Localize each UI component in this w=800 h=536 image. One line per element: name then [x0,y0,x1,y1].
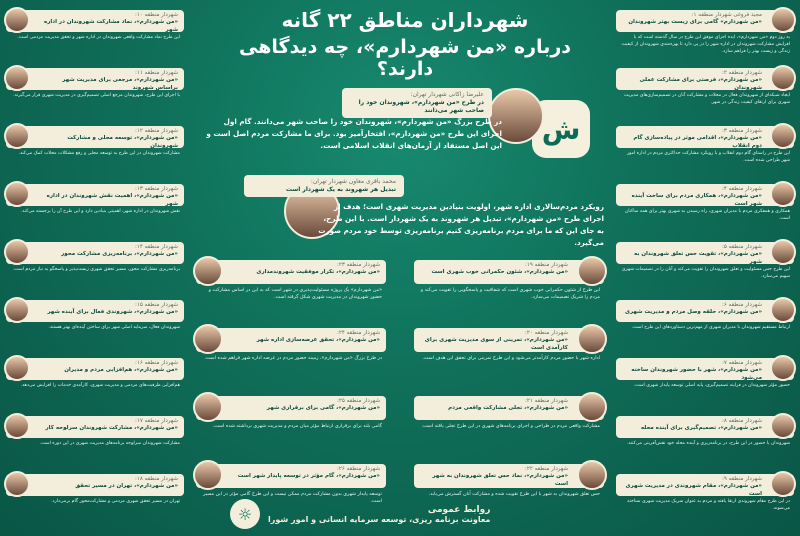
card-banner [6,474,184,496]
headline: «من شهردارم»، تجلی مشارکت واقعی مردم [448,405,568,412]
speaker: شهردار منطقه ۲۱: [525,398,568,404]
opinion-card [616,68,794,119]
headline: «من شهردارم»، حلقه وصل مردم و مدیریت شهری [624,309,762,316]
page-subtitle: درباره «من شهردارم»، چه دیدگاهی دارند؟ [238,36,572,80]
headline: «من شهردارم»، هم‌افزایی مردم و مدیران [64,367,178,374]
card-banner [616,184,794,206]
card-banner [6,358,184,380]
headline: «من شهردارم»، مرجعی برای مدیریت شهر براساس شهروند [62,77,178,90]
quote: در طرح بزرگ «من شهردارم»، شهروندان خود را صاحب شهر می‌دانند. گام اول اجرای این طرح «من شهردارم»، افتخارآمیز بود. برای ما مشارکت مردم اصل است و این اصل مستفاد از آرمان‌های انقلاب اسلامی است. [206,117,502,150]
avatar [577,256,607,286]
card-text: این طرح در راستای گام دوم انقلاب و با رویکرد مشارکت حداکثری مردم در اداره امور شهر طراحی شده است. [626,151,790,163]
footer [230,496,570,532]
opinion-card [616,300,794,351]
speaker: شهردار منطقه ۶: [722,302,762,308]
avatar [577,392,607,422]
card-banner [616,68,794,90]
opinion-card [6,300,184,351]
card-banner [616,10,794,32]
opinion-card [6,126,184,177]
speaker: مجید فروغی شهردار منطقه ۱: [691,12,762,18]
card-text: هم‌افزایی ظرفیت‌های مردمی و مدیریت شهری، کارآمدی خدمات را افزایش می‌دهد. [20,383,180,388]
card-banner [196,260,386,284]
opinion-card [6,474,184,525]
speaker: شهردار منطقه ۸: [722,418,762,424]
headline: «من شهردارم»، شئون حکمرانی خوب شهری است [431,269,568,276]
speaker: شهردار منطقه ۱۲: [135,128,178,134]
avatar [770,355,796,381]
card-banner [616,416,794,438]
card-text: مشارکت شهروندان در این طرح به توسعه محلی و رفع مشکلات محلات کمک می‌کند. [18,151,180,156]
avatar [577,460,607,490]
headline: در طرح «من شهردارم»، شهروندان خود را صاحب شهر می‌دانند [358,99,484,115]
avatar [770,413,796,439]
avatar [193,256,223,286]
card-text: در طرح بزرگ «من شهردارم»، زمینه حضور مردم در عرصه اداره شهر فراهم شده است. [204,356,382,361]
opinion-card [414,328,604,390]
avatar [577,324,607,354]
headline: «من شهردارم»، تحقق عرصه‌سازی اداره شهر [256,337,380,344]
card-banner [6,68,184,90]
opinion-card [414,260,604,322]
avatar [4,239,30,265]
avatar [193,460,223,490]
card-text: ارتباط مستقیم شهروندان با مدیران شهری از مهم‌ترین دستاوردهای این طرح است. [631,325,790,330]
headline: «من شهردارم»، فرصتی برای مشارکت عملی شهروندان [639,77,762,90]
avatar [4,355,30,381]
card-text: حضور مؤثر شهروندان در فرایند تصمیم‌گیری، پایه اصلی توسعه پایدار شهری است. [633,383,790,388]
headline: «من شهردارم»، برنامه‌ریزی مشارکت محور [61,251,178,258]
card-banner [6,416,184,438]
headline: «من شهردارم»، توسعه محلی و مشارکت شهروندان [67,135,178,148]
speaker: شهردار منطقه ۳: [722,128,762,134]
speaker: شهردار منطقه ۱۹: [525,262,568,268]
avatar [770,297,796,323]
footer-line1: روابط عمومی [427,504,491,515]
avatar [770,65,796,91]
quote: رویکرد مردم‌سالاری اداره شهر، اولویت بنیادین مدیریت شهری است؛ هدف از اجرای طرح «من شهردارم»، تبدیل هر شهروند به یک شهردار است. با این طرح، به جای این که ما برای مردم برنامه‌ریزی کنیم برنامه‌ریزی توسط خود مردم صورت می‌گیرد. [318,202,604,247]
headline: «من شهردارم»، تصمیم‌گیری برای آینده محله [640,425,762,432]
middle-left-column [196,260,386,532]
avatar [770,7,796,33]
opinion-card [616,184,794,235]
headline: «من شهردارم» گامی برای زیست بهتر شهروندان [628,19,762,26]
footer-text [268,505,490,524]
card-banner [6,242,184,264]
card-banner [616,300,794,322]
speaker: شهردار منطقه ۹: [722,476,762,482]
left-column [6,10,184,532]
page-title: شهرداران مناطق ۲۲ گانه [281,8,529,32]
footer-line2: معاونت برنامه ریزی، توسعه سرمایه انسانی و امور شورا [268,514,491,524]
card-text: اداره شهر با حضور مردم کارآمدتر می‌شود و این طرح تمرینی برای تحقق این هدف است. [422,356,600,361]
speaker: شهردار منطقه ۲۲: [525,466,568,472]
speaker: شهردار منطقه ۱۷: [135,418,178,424]
speaker: شهردار منطقه ۲: [722,70,762,76]
speaker: شهردار منطقه ۲۶: [337,466,380,472]
headline: «من شهردارم»، اهمیت نقش شهروندان در اداره شهر [46,193,178,206]
headline: «من شهردارم»، گام مؤثر در توسعه پایدار شهر است [237,473,380,480]
headline: تبدیل هر شهروند به یک شهردار است [285,186,396,194]
feature-mayor [196,88,604,174]
right-column [616,10,794,532]
card-banner [196,328,386,352]
feature-deputy [196,175,604,255]
speaker: شهردار منطقه ۱۳: [135,186,178,192]
card-banner [6,10,184,32]
opinion-card [196,260,386,322]
speaker: شهردار منطقه ۴: [722,186,762,192]
avatar [4,123,30,149]
card-text: مشارکت شهروندان سرلوحه برنامه‌های مدیریت شهری در این دوره است. [39,441,180,446]
headline: «من شهردارم»، گامی برای برقراری شهر [266,405,380,412]
opinion-card [616,126,794,177]
card-text: نقش شهروندان در اداره شهر، اهمیتی بنیادین دارد و این طرح آن را برجسته می‌کند. [20,209,180,214]
opinion-card [616,416,794,467]
card-text: حس تعلق شهروندان به شهر با این طرح تقویت شده و مشارکت آنان گسترش می‌یابد. [428,492,600,497]
middle-right-column [414,260,604,532]
avatar [4,297,30,323]
opinion-card [616,358,794,409]
card-text: این طرح نماد مشارکت واقعی شهروندان در اداره شهر و تحقق مدیریت مردمی است. [17,35,180,40]
card-text: با اجرای این طرح، شهروندان مرجع اصلی تصمیم‌گیری در مدیریت شهری قرار می‌گیرند. [13,93,180,98]
opinion-card [6,416,184,467]
card-banner [6,126,184,148]
card-text: برنامه‌ریزی مشارکت محور، مسیر تحقق شهری زیست‌پذیر و پاسخگو به نیاز مردم است. [12,267,180,272]
speaker: شهردار منطقه ۱۶: [135,360,178,366]
headline: «من شهردارم»، شهروندی فعال برای آینده شهر [47,309,178,316]
opinion-card [616,474,794,525]
card-text: تهران در مسیر تحقق شهری مردمی و مشارکت‌محور گام برمی‌دارد. [51,499,180,504]
header [225,8,585,80]
card-banner [616,126,794,148]
opinion-card [616,242,794,293]
card-text: شهروندان با حضور در این طرح، در برنامه‌ریزی و آینده محله خود نقش‌آفرینی می‌کنند. [626,441,790,446]
card-text: شهروندان فعال، سرمایه اصلی شهر برای ساختن آینده‌ای بهتر هستند. [48,325,180,330]
headline: «من شهردارم»، اقدامی موثر در پیاده‌سازی گام دوم انقلاب [633,135,762,148]
speaker: شهردار منطقه ۲۵: [337,398,380,404]
avatar [4,7,30,33]
avatar [4,65,30,91]
speaker: شهردار منطقه ۱۸: [135,476,178,482]
brand-logo-icon: ش [532,100,590,158]
card-text: توسعه پایدار شهری بدون مشارکت مردم ممکن نیست و این طرح گامی مؤثر در این مسیر است. [203,492,382,505]
speaker: علیرضا زاکانی شهردار تهران: [410,91,484,98]
avatar [4,413,30,439]
opinion-card [196,396,386,458]
headline: «من شهردارم»، نماد حس تعلق شهروندان به شهر است [432,473,568,487]
speaker: شهردار منطقه ۲۰: [525,330,568,336]
avatar [193,324,223,354]
headline: «من شهردارم»، تهران در مسیر تحقق [75,483,178,490]
speaker: محمد باقری معاون شهردار تهران: [310,178,396,185]
card-text: گامی بلند برای برقراری ارتباط مؤثر میان مردم و مدیریت شهری برداشته شده است. [212,424,382,429]
card-banner [616,474,794,496]
municipality-emblem-icon: ☼ [230,499,260,529]
opinion-card [196,328,386,390]
avatar [193,392,223,422]
avatar [770,181,796,207]
opinion-card [6,10,184,61]
headline: «من شهردارم»، مشارکت شهروندان سرلوحه کار [45,425,178,432]
speaker: شهردار منطقه ۲۴: [337,330,380,336]
card-text: «من شهردارم» یک پروژه مسئولیت‌پذیری در شهر است که به این در اساس مشارکت و حضور شهروندان در مدیریت شهری شکل گرفته است. [208,288,382,301]
card-banner [414,328,604,352]
card-banner [6,300,184,322]
opinion-card [6,242,184,293]
headline: «من شهردارم»، تکرار موفقیت شهروندمداری [256,269,380,276]
card-banner [196,396,386,420]
card-banner [196,464,386,488]
card-text: ایجاد شبکه‌ای از شهروندان فعال در محلات و مشارکت آنان در تصمیم‌سازی‌های مدیریت شهری برای ارتقای کیفیت زندگی در شهر. [623,93,790,105]
speaker: شهردار منطقه ۱۱: [135,70,178,76]
avatar [770,239,796,265]
card-banner [6,184,184,206]
card-banner [616,358,794,380]
avatar [4,181,30,207]
speaker: شهردار منطقه ۱۴: [135,244,178,250]
speaker: شهردار منطقه ۷: [722,360,762,366]
feature-banner [244,175,404,197]
card-banner [414,260,604,284]
headline: «من شهردارم»، شهر با حضور شهروندان ساخته می‌شود [631,367,762,380]
card-text: این طرح از شئون حکمرانی خوب شهری است که شفافیت و پاسخگویی را تقویت می‌کند و مردم را شریک تصمیمات می‌سازد. [420,288,600,301]
opinion-card [414,396,604,458]
opinion-card [6,68,184,119]
headline: «من شهردارم»، نماد مشارکت شهروندان در اداره شهر [44,19,178,32]
card-banner [414,464,604,488]
headline: «من شهردارم»، مقام شهروندی در مدیریت شهری است [625,483,762,496]
card-banner [414,396,604,420]
speaker: شهردار منطقه ۵: [722,244,762,250]
avatar [4,471,30,497]
speaker: شهردار منطقه ۱۰: [135,12,178,18]
opinion-card [6,184,184,235]
card-text: این طرح حس مسئولیت و تعلق شهروندان را تقویت می‌کند و آنان را در تصمیمات شهری سهیم می‌سازد. [621,267,790,279]
card-text: در این طرح مقام شهروندی ارتقا یافته و مردم به عنوان شریک مدیریت شهری شناخته می‌شوند. [627,499,790,511]
card-text: همکاری و همفکری مردم با مدیران شهری، راه رسیدن به شهری بهتر برای همه ساکنان است. [624,209,790,221]
card-text: مشارکت واقعی مردم در طراحی و اجرای برنامه‌های شهری در این طرح تجلی یافته است. [421,424,600,429]
headline: «من شهردارم»، تقویت حس تعلق شهروندان به شهر [634,251,762,264]
speaker: شهردار منطقه ۱۵: [135,302,178,308]
opinion-card [6,358,184,409]
card-banner [616,242,794,264]
avatar [770,123,796,149]
card-text: به روز دوم «من شهردارم»، ایده اجرای موفق این طرح در سال گذشته است که با افزایش مشارکت شهروندان در اداره شهر را در پی دارد تا بهره‌مندی شهروندان از کیفیت زندگی و زیست بهتر را فراهم سازد. [621,35,790,54]
feature-banner [342,88,492,118]
avatar [770,471,796,497]
headline: «من شهردارم»، همکاری مردم برای ساخت آینده شهر است [631,193,762,206]
speaker: شهردار منطقه ۲۳: [337,262,380,268]
opinion-card [616,10,794,61]
headline: «من شهردارم»، تمرینی از سوی مدیریت شهری برای کارآمدی است [424,337,568,351]
